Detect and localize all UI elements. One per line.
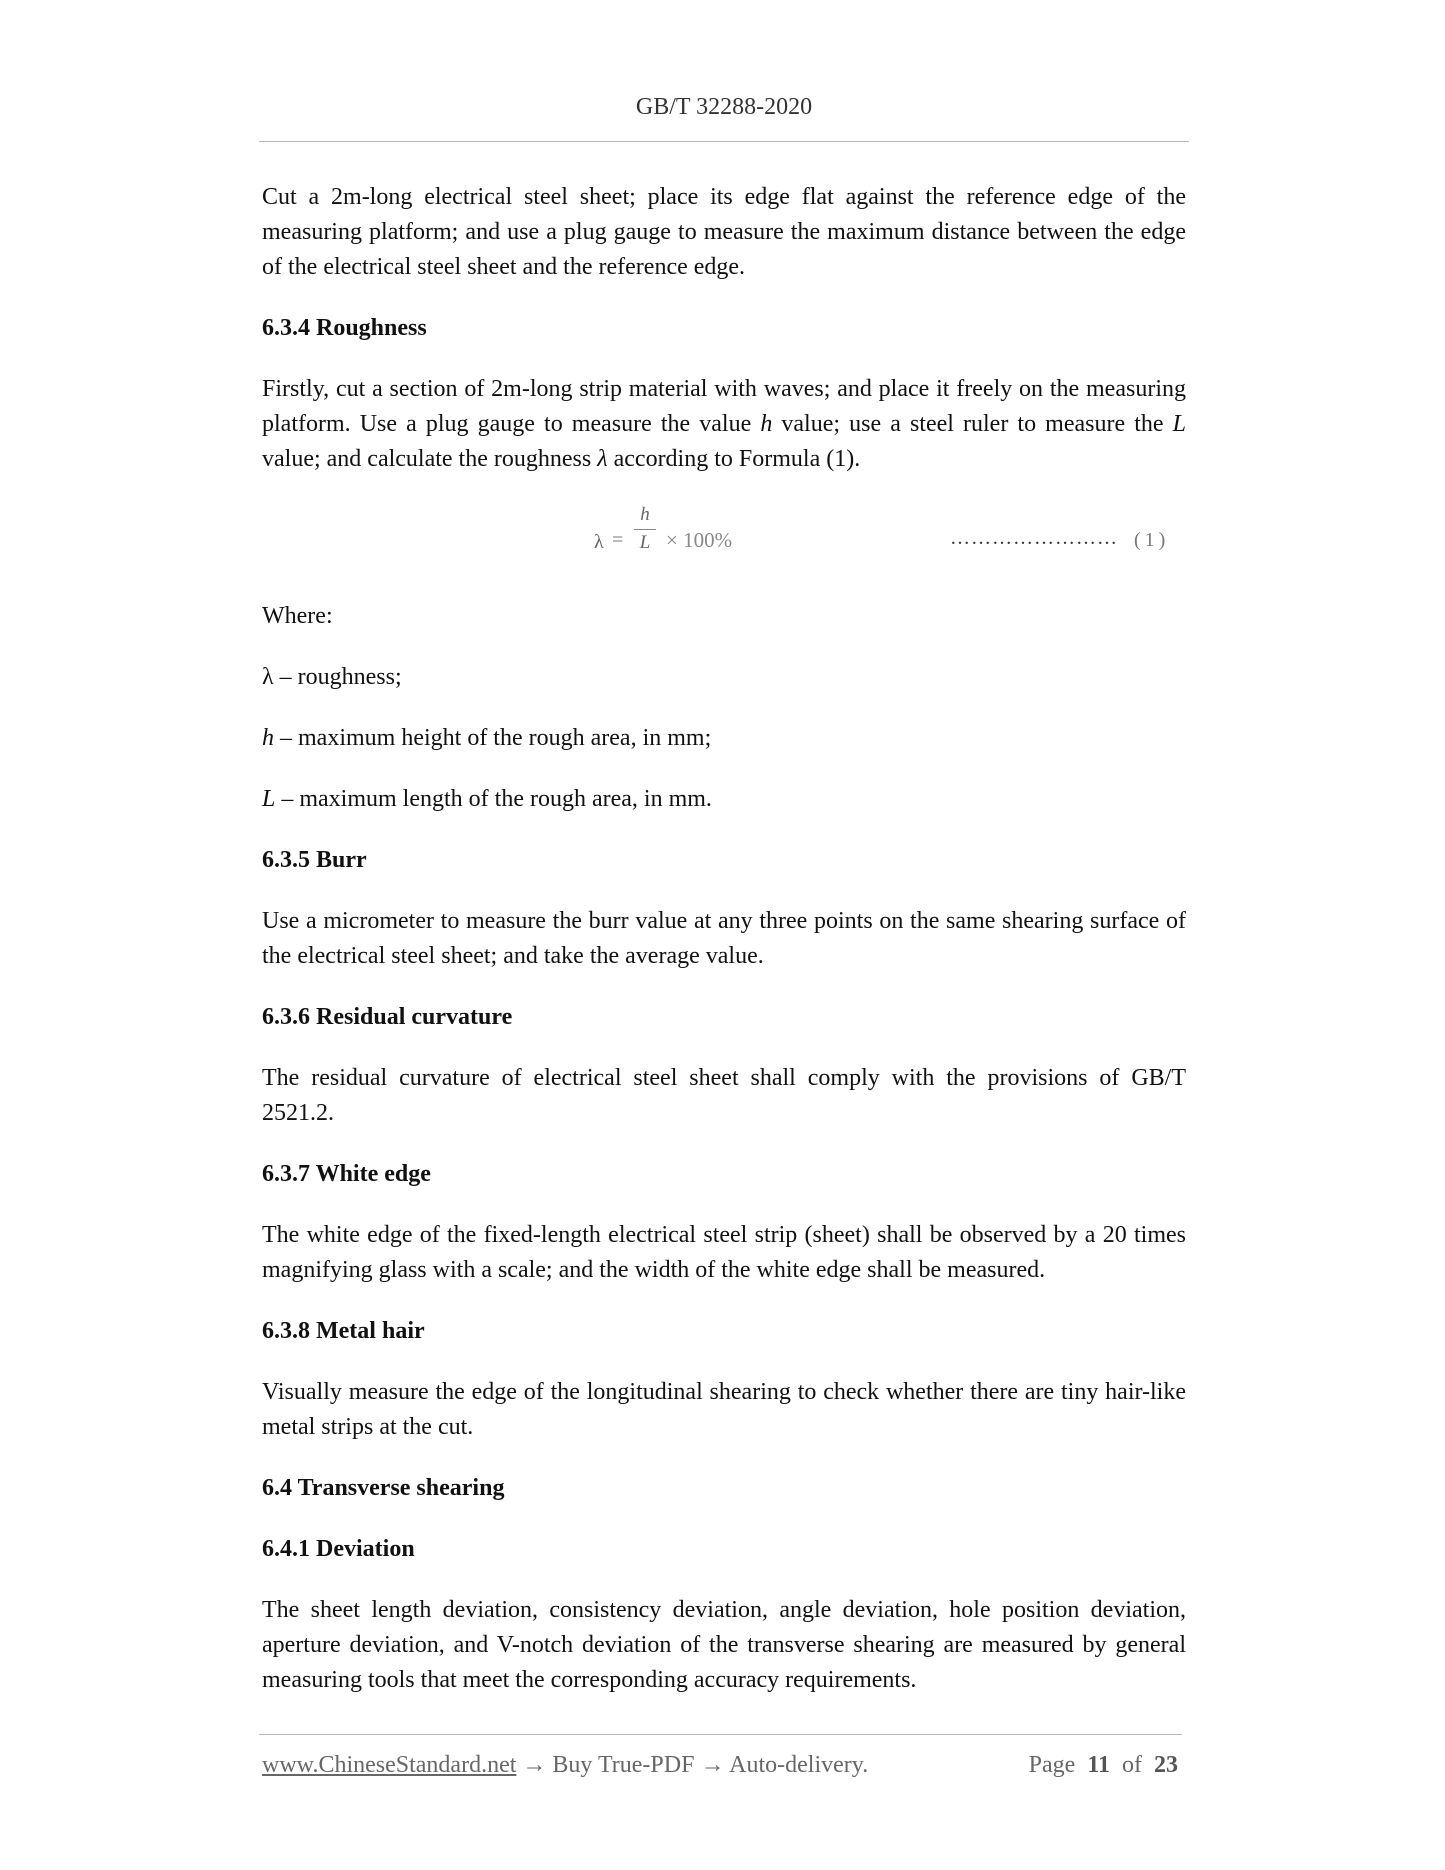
def-text: – maximum length of the rough area, in mm. — [275, 786, 712, 812]
def-symbol: h — [262, 725, 274, 751]
white-edge-paragraph: The white edge of the fixed-length electrical steel strip (sheet) shall be observed by a 20 times magnifying glass with a scale; and the width of the white edge shall be measured. — [262, 1222, 1186, 1283]
symbol-h: h — [760, 411, 773, 437]
residual-curvature-paragraph: The residual curvature of electrical steel sheet shall comply with the provisions of GB/T 2521.2. — [262, 1065, 1186, 1126]
buy-label: Buy True-PDF — [552, 1752, 695, 1778]
definition-lambda — [262, 660, 1186, 695]
def-text: – maximum height of the rough area, in mm; — [274, 725, 712, 751]
def-symbol: λ — [262, 664, 274, 690]
symbol-lambda: λ — [597, 446, 608, 472]
heading-6-4: 6.4 Transverse shearing — [262, 1475, 505, 1501]
where-label: Where: — [262, 603, 333, 629]
page-label: Page — [1028, 1752, 1076, 1778]
text-run: value; use a steel ruler to measure the — [772, 411, 1173, 437]
text-run: Firstly, cut a section of 2m-long strip material with waves; and place it freely on the measuring platform. Use a plug gauge to measure the value — [262, 376, 1186, 437]
formula-number: (1) — [1134, 529, 1170, 551]
fraction-numerator: h — [640, 504, 650, 525]
current-page: 11 — [1087, 1752, 1110, 1778]
document-header: GB/T 32288-2020 — [635, 94, 813, 120]
page-footer — [262, 1752, 1180, 1779]
page-indicator — [1029, 1752, 1178, 1779]
document-body — [262, 180, 1186, 1724]
of-label: of — [1122, 1752, 1142, 1778]
heading-6-3-7: 6.3.7 White edge — [262, 1161, 431, 1187]
heading-6-4-1: 6.4.1 Deviation — [262, 1536, 415, 1562]
website-link[interactable]: www.ChineseStandard.net — [262, 1752, 517, 1778]
intro-paragraph: Cut a 2m-long electrical steel sheet; place its edge flat against the reference edge of the measuring platform; and use a plug gauge to measure the maximum distance between the edge of the electrical steel sheet and the reference edge. — [262, 184, 1186, 280]
delivery-label: Auto-delivery. — [729, 1752, 869, 1778]
text-run: according to Formula (1). — [607, 446, 861, 472]
formula-dots: …………………… — [950, 527, 1118, 549]
formula-fraction — [634, 503, 656, 555]
def-text: – roughness; — [273, 664, 402, 690]
definition-h — [262, 721, 1186, 756]
fraction-denominator: L — [639, 532, 651, 553]
arrow-right-icon: → — [516, 1752, 553, 1778]
fraction-bar — [634, 529, 656, 530]
burr-paragraph: Use a micrometer to measure the burr value at any three points on the same shearing surface of the electrical steel sheet; and take the average value. — [262, 908, 1186, 969]
definition-L — [262, 782, 1186, 817]
heading-6-3-6: 6.3.6 Residual curvature — [262, 1004, 513, 1030]
arrow-right-icon: → — [694, 1752, 730, 1778]
roughness-paragraph — [262, 372, 1186, 477]
symbol-L: L — [1172, 411, 1186, 437]
metal-hair-paragraph: Visually measure the edge of the longitudinal shearing to check whether there are tiny hair-like metal strips at the cut. — [262, 1379, 1186, 1440]
heading-6-3-4: 6.3.4 Roughness — [262, 315, 427, 341]
def-symbol: L — [262, 786, 276, 812]
formula-lhs: λ — [594, 531, 604, 553]
heading-6-3-8: 6.3.8 Metal hair — [262, 1318, 425, 1344]
header-divider — [259, 141, 1189, 142]
formula-times: × 100% — [666, 528, 733, 552]
footer-divider — [259, 1734, 1182, 1735]
deviation-paragraph: The sheet length deviation, consistency deviation, angle deviation, hole position deviation, aperture deviation, and V-notch deviation of the transverse shearing are measured by general measuring tools that meet the corresponding accuracy requirements. — [262, 1597, 1186, 1693]
total-pages: 23 — [1154, 1752, 1178, 1778]
formula-1 — [262, 503, 1186, 573]
text-run: value; and calculate the roughness — [262, 446, 598, 472]
heading-6-3-5: 6.3.5 Burr — [262, 847, 367, 873]
formula-equals: = — [612, 529, 624, 551]
